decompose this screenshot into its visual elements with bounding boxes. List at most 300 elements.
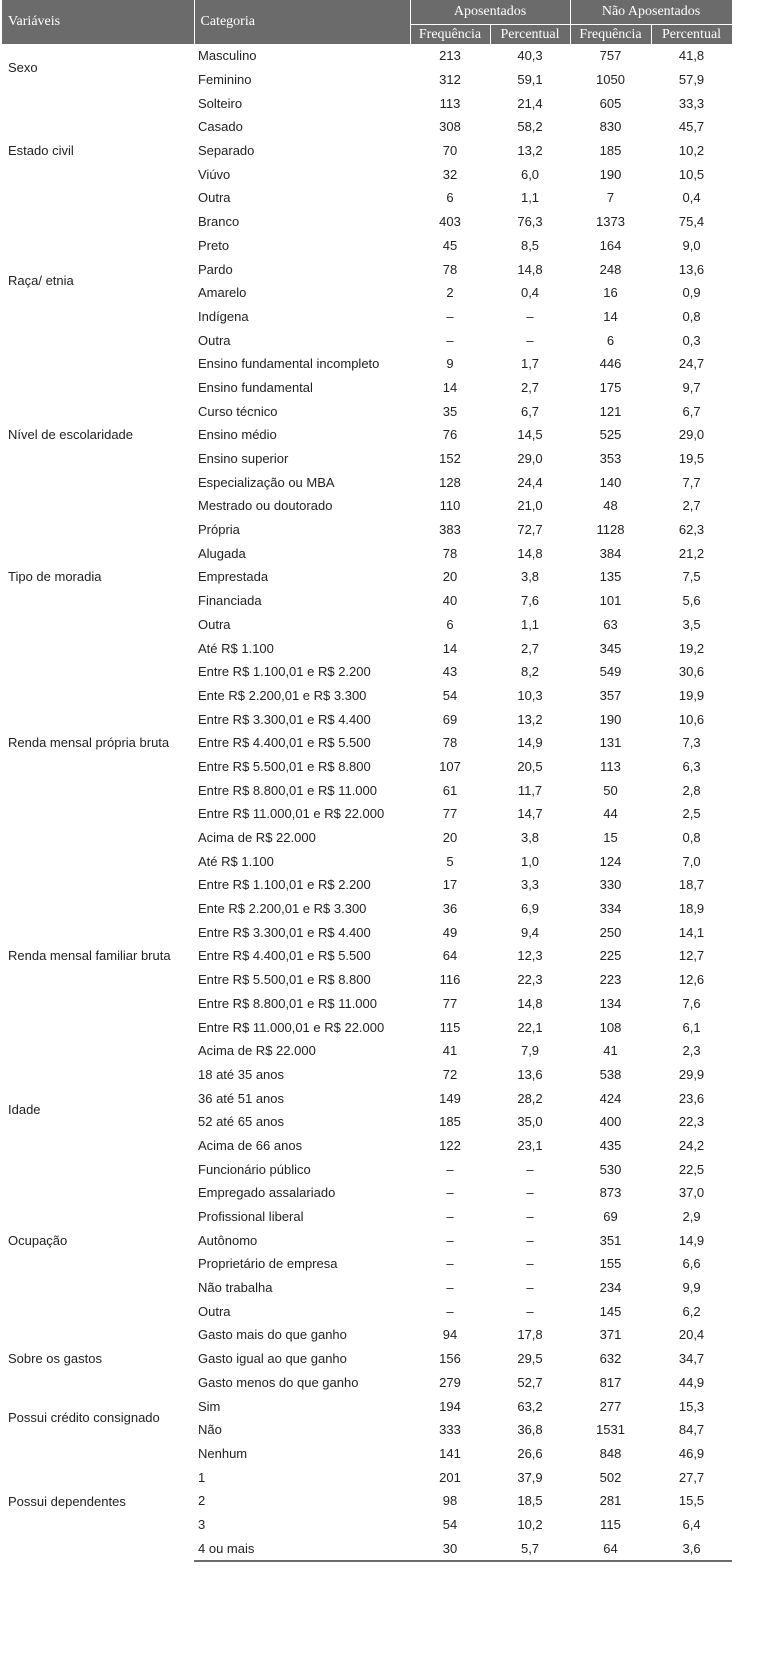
perc-nao-aposentados: 10,5: [678, 166, 705, 182]
perc-aposentados: 2,7: [520, 379, 540, 395]
freq-aposentados: 110: [439, 498, 461, 514]
perc-aposentados: 9,4: [520, 924, 540, 940]
category-cell: 52 até 65 anos: [198, 1114, 285, 1130]
perc-aposentados: 14,7: [517, 806, 543, 822]
category-cell: Proprietário de empresa: [198, 1256, 338, 1272]
perc-nao-aposentados: 10,6: [678, 711, 705, 727]
perc-nao-aposentados: 2,8: [682, 782, 701, 798]
perc-nao-aposentados: 23,6: [678, 1090, 705, 1106]
category-cell: Entre R$ 1.100,01 e R$ 2.200: [198, 877, 371, 893]
perc-aposentados: 35,0: [517, 1114, 543, 1130]
freq-aposentados: –: [446, 1161, 454, 1177]
freq-nao-aposentados: 50: [603, 782, 618, 798]
freq-aposentados: 32: [442, 166, 458, 182]
category-cell: Ente R$ 2.200,01 e R$ 3.300: [198, 901, 367, 917]
freq-aposentados: 149: [439, 1090, 461, 1106]
freq-nao-aposentados: 830: [599, 119, 622, 135]
variable-label: Sobre os gastos: [8, 1351, 102, 1367]
category-cell: 1: [198, 1469, 206, 1485]
freq-aposentados: 36: [442, 901, 458, 917]
freq-nao-aposentados: 351: [599, 1232, 622, 1248]
freq-nao-aposentados: 14: [603, 308, 618, 324]
freq-nao-aposentados: 248: [599, 261, 622, 277]
freq-nao-aposentados: 190: [599, 166, 622, 182]
category-cell: Nenhum: [198, 1445, 248, 1461]
freq-aposentados: 70: [442, 143, 458, 159]
freq-aposentados: 72: [442, 1066, 458, 1082]
perc-nao-aposentados: 7,3: [682, 735, 701, 751]
variable-label: Estado civil: [8, 143, 74, 159]
freq-nao-aposentados: 277: [599, 1398, 622, 1414]
perc-aposentados: 29,5: [517, 1351, 543, 1367]
freq-nao-aposentados: 632: [599, 1351, 622, 1367]
freq-aposentados: 194: [439, 1398, 461, 1414]
freq-nao-aposentados: 424: [599, 1090, 622, 1106]
perc-aposentados: 20,5: [517, 758, 543, 774]
perc-nao-aposentados: 6,2: [682, 1303, 701, 1319]
perc-nao-aposentados: 30,6: [678, 664, 705, 680]
perc-aposentados: 3,8: [520, 569, 540, 585]
freq-nao-aposentados: 400: [599, 1114, 622, 1130]
category-cell: 36 até 51 anos: [198, 1090, 285, 1106]
freq-aposentados: 107: [439, 758, 461, 774]
freq-nao-aposentados: 234: [599, 1280, 622, 1296]
category-cell: Entre R$ 11.000,01 e R$ 22.000: [198, 1019, 385, 1035]
perc-nao-aposentados: 24,2: [678, 1137, 705, 1153]
perc-aposentados: 63,2: [517, 1398, 543, 1414]
freq-nao-aposentados: 446: [599, 356, 622, 372]
perc-nao-aposentados: 84,7: [678, 1422, 705, 1438]
freq-aposentados: 77: [442, 806, 458, 822]
category-cell: Amarelo: [198, 285, 247, 301]
freq-nao-aposentados: 145: [599, 1303, 622, 1319]
category-cell: Empregado assalariado: [198, 1185, 336, 1201]
perc-nao-aposentados: 6,4: [682, 1516, 701, 1532]
perc-aposentados: 14,9: [517, 735, 543, 751]
category-cell: Entre R$ 4.400,01 e R$ 5.500: [198, 735, 371, 751]
perc-aposentados: 24,4: [517, 474, 543, 490]
header-frequencia: Frequência: [410, 25, 490, 45]
category-cell: Outra: [198, 616, 231, 632]
category-cell: Até R$ 1.100: [198, 640, 274, 656]
category-cell: Entre R$ 8.800,01 e R$ 11.000: [198, 995, 377, 1011]
perc-nao-aposentados: 21,2: [678, 545, 705, 561]
freq-nao-aposentados: 41: [603, 1043, 618, 1059]
variable-label: Renda mensal própria bruta: [8, 735, 170, 751]
perc-aposentados: 8,5: [520, 237, 540, 253]
category-cell: Entre R$ 5.500,01 e R$ 8.800: [198, 758, 371, 774]
perc-aposentados: –: [526, 1161, 534, 1177]
freq-nao-aposentados: 223: [599, 972, 622, 988]
freq-aposentados: 122: [439, 1137, 461, 1153]
freq-nao-aposentados: 1531: [596, 1422, 625, 1438]
perc-nao-aposentados: 44,9: [678, 1374, 705, 1390]
category-cell: Mestrado ou doutorado: [198, 498, 333, 514]
perc-nao-aposentados: 12,6: [678, 972, 705, 988]
perc-aposentados: 10,3: [517, 687, 543, 703]
perc-aposentados: 52,7: [517, 1374, 543, 1390]
freq-nao-aposentados: 108: [599, 1019, 622, 1035]
table-row: [2, 636, 732, 660]
perc-nao-aposentados: 2,5: [682, 806, 701, 822]
freq-aposentados: 76: [442, 427, 458, 443]
perc-nao-aposentados: 9,7: [682, 379, 701, 395]
perc-aposentados: 40,3: [517, 48, 543, 64]
perc-aposentados: 7,9: [520, 1043, 540, 1059]
freq-nao-aposentados: 16: [603, 285, 618, 301]
freq-nao-aposentados: 115: [600, 1516, 621, 1532]
perc-nao-aposentados: 10,2: [678, 143, 705, 159]
category-cell: Preto: [198, 237, 230, 253]
perc-nao-aposentados: 22,3: [678, 1114, 705, 1130]
variable-label: Possui crédito consignado: [8, 1410, 160, 1426]
perc-nao-aposentados: 19,2: [678, 640, 705, 656]
perc-aposentados: 8,2: [520, 664, 540, 680]
perc-aposentados: 13,2: [517, 143, 543, 159]
table-row: [2, 1157, 732, 1181]
freq-nao-aposentados: 164: [599, 237, 622, 253]
perc-nao-aposentados: 14,9: [678, 1232, 705, 1248]
category-cell: Outra: [198, 1303, 231, 1319]
perc-nao-aposentados: 18,7: [678, 877, 705, 893]
freq-aposentados: –: [446, 1185, 454, 1201]
freq-nao-aposentados: 7: [606, 190, 615, 206]
freq-nao-aposentados: 63: [603, 616, 618, 632]
perc-nao-aposentados: 0,9: [682, 285, 701, 301]
perc-aposentados: –: [526, 1303, 534, 1319]
freq-nao-aposentados: 101: [599, 593, 622, 609]
freq-aposentados: –: [446, 332, 454, 348]
category-cell: Pardo: [198, 261, 233, 277]
freq-nao-aposentados: 353: [599, 451, 622, 467]
perc-aposentados: 17,8: [517, 1327, 543, 1343]
freq-aposentados: 308: [439, 119, 461, 135]
freq-nao-aposentados: 605: [599, 95, 622, 111]
variable-label: Sexo: [8, 60, 38, 76]
perc-aposentados: 72,7: [517, 522, 543, 538]
freq-aposentados: 78: [442, 261, 458, 277]
perc-nao-aposentados: 2,7: [682, 498, 701, 514]
perc-aposentados: 5,7: [490, 1536, 570, 1561]
table-row: [2, 44, 732, 68]
table-row: [2, 518, 732, 542]
perc-nao-aposentados: 33,3: [678, 95, 705, 111]
freq-aposentados: 383: [439, 522, 461, 538]
perc-aposentados: 6,9: [520, 901, 540, 917]
freq-aposentados: 9: [446, 356, 454, 372]
category-cell: Acima de R$ 22.000: [198, 830, 316, 846]
perc-nao-aposentados: 6,6: [682, 1256, 701, 1272]
perc-nao-aposentados: 57,9: [678, 72, 705, 88]
freq-nao-aposentados: 1373: [596, 214, 625, 230]
category-cell: Acima de 66 anos: [198, 1137, 303, 1153]
freq-nao-aposentados: 371: [599, 1327, 622, 1343]
freq-aposentados: 41: [442, 1043, 458, 1059]
perc-aposentados: 1,1: [520, 616, 540, 632]
freq-nao-aposentados: 190: [599, 711, 622, 727]
perc-aposentados: 6,7: [520, 403, 540, 419]
freq-aposentados: –: [446, 1232, 454, 1248]
freq-nao-aposentados: 44: [603, 806, 618, 822]
perc-aposentados: 76,3: [517, 214, 543, 230]
freq-aposentados: 49: [442, 924, 458, 940]
perc-aposentados: 3,3: [520, 877, 540, 893]
category-cell: Entre R$ 4.400,01 e R$ 5.500: [198, 948, 371, 964]
freq-nao-aposentados: 345: [599, 640, 622, 656]
perc-aposentados: 14,8: [517, 995, 543, 1011]
perc-aposentados: 14,5: [517, 427, 543, 443]
freq-nao-aposentados: 134: [599, 995, 622, 1011]
freq-aposentados: 312: [439, 72, 461, 88]
freq-aposentados: 6: [446, 190, 454, 206]
category-cell: 2: [198, 1493, 206, 1509]
freq-aposentados: 40: [442, 593, 458, 609]
freq-aposentados: 20: [442, 569, 458, 585]
perc-aposentados: 22,3: [517, 972, 543, 988]
perc-aposentados: 21,4: [517, 95, 543, 111]
header-categoria: Categoria: [194, 0, 410, 44]
freq-nao-aposentados: 357: [599, 687, 622, 703]
header-aposentados: Aposentados: [410, 0, 570, 25]
perc-nao-aposentados: 6,3: [682, 758, 701, 774]
freq-nao-aposentados: 873: [599, 1185, 622, 1201]
perc-nao-aposentados: 2,3: [682, 1043, 701, 1059]
category-cell: Gasto igual ao que ganho: [198, 1351, 347, 1367]
freq-nao-aposentados: 124: [599, 853, 622, 869]
freq-aposentados: 30: [410, 1536, 490, 1561]
freq-aposentados: 403: [439, 214, 461, 230]
perc-nao-aposentados: 0,8: [682, 308, 701, 324]
category-cell: Autônomo: [198, 1232, 258, 1248]
variable-label: Ocupação: [8, 1232, 68, 1248]
header-percentual: Percentual: [651, 25, 732, 45]
header-nao-aposentados: Não Aposentados: [570, 0, 732, 25]
freq-nao-aposentados: 435: [599, 1137, 622, 1153]
perc-nao-aposentados: 41,8: [678, 48, 705, 64]
freq-aposentados: 185: [439, 1114, 461, 1130]
perc-aposentados: 14,8: [517, 261, 543, 277]
freq-aposentados: –: [446, 1256, 454, 1272]
perc-nao-aposentados: 6,1: [682, 1019, 701, 1035]
perc-aposentados: 36,8: [517, 1422, 543, 1438]
freq-aposentados: 113: [439, 95, 461, 111]
category-cell: Emprestada: [198, 569, 269, 585]
category-cell: Entre R$ 3.300,01 e R$ 4.400: [198, 924, 371, 940]
freq-aposentados: 69: [442, 711, 458, 727]
category-cell: Alugada: [198, 545, 246, 561]
perc-aposentados: 29,0: [517, 451, 543, 467]
freq-nao-aposentados: 121: [599, 403, 622, 419]
perc-nao-aposentados: 19,9: [678, 687, 705, 703]
freq-aposentados: 54: [442, 1516, 458, 1532]
freq-nao-aposentados: 131: [599, 735, 622, 751]
freq-nao-aposentados: 384: [599, 545, 622, 561]
perc-aposentados: –: [526, 1232, 534, 1248]
freq-nao-aposentados: 1050: [596, 72, 625, 88]
category-cell: Até R$ 1.100: [198, 853, 274, 869]
table-header: [2, 0, 732, 44]
freq-aposentados: 78: [442, 545, 458, 561]
freq-aposentados: 279: [439, 1374, 461, 1390]
perc-nao-aposentados: 5,6: [682, 593, 701, 609]
freq-nao-aposentados: 330: [599, 877, 622, 893]
perc-nao-aposentados: 20,4: [678, 1327, 705, 1343]
perc-aposentados: 59,1: [517, 72, 543, 88]
table-body: [2, 44, 732, 1561]
perc-aposentados: 12,3: [517, 948, 543, 964]
perc-aposentados: –: [526, 1256, 534, 1272]
table-row: [2, 210, 732, 234]
freq-aposentados: 45: [442, 237, 458, 253]
perc-nao-aposentados: 22,5: [678, 1161, 705, 1177]
freq-aposentados: –: [446, 1280, 454, 1296]
category-cell: Ensino superior: [198, 451, 289, 467]
table-row: [2, 1323, 732, 1347]
category-cell: Ensino médio: [198, 427, 277, 443]
freq-aposentados: 213: [439, 48, 461, 64]
perc-aposentados: 10,2: [517, 1516, 543, 1532]
freq-nao-aposentados: 250: [599, 924, 622, 940]
data-table: [2, 0, 733, 1562]
perc-nao-aposentados: 15,3: [678, 1398, 705, 1414]
category-cell: Não trabalha: [198, 1280, 273, 1296]
perc-nao-aposentados: 34,7: [678, 1351, 705, 1367]
perc-aposentados: 37,9: [517, 1469, 543, 1485]
freq-aposentados: 77: [442, 995, 458, 1011]
perc-nao-aposentados: 7,7: [682, 474, 701, 490]
perc-nao-aposentados: 19,5: [678, 451, 705, 467]
freq-aposentados: 54: [442, 687, 458, 703]
category-cell: Ensino fundamental: [198, 379, 313, 395]
perc-aposentados: 3,8: [520, 830, 540, 846]
category-cell: Entre R$ 8.800,01 e R$ 11.000: [198, 782, 377, 798]
perc-aposentados: 23,1: [517, 1137, 543, 1153]
perc-aposentados: 21,0: [517, 498, 543, 514]
variable-label: Tipo de moradia: [8, 569, 102, 585]
freq-nao-aposentados: 69: [603, 1209, 618, 1225]
perc-nao-aposentados: 9,9: [682, 1280, 701, 1296]
perc-nao-aposentados: 27,7: [678, 1469, 705, 1485]
perc-nao-aposentados: 62,3: [678, 522, 705, 538]
freq-aposentados: 94: [442, 1327, 458, 1343]
category-cell: Indígena: [198, 308, 249, 324]
freq-nao-aposentados: 6: [606, 332, 615, 348]
perc-nao-aposentados: 9,0: [682, 237, 701, 253]
perc-nao-aposentados: 37,0: [678, 1185, 705, 1201]
variable-label: Raça/ etnia: [8, 273, 74, 289]
header-frequencia: Frequência: [570, 25, 651, 45]
freq-aposentados: 116: [439, 972, 461, 988]
freq-aposentados: 78: [442, 735, 458, 751]
category-cell: Entre R$ 1.100,01 e R$ 2.200: [198, 664, 371, 680]
header-variaveis: Variáveis: [2, 0, 194, 44]
perc-aposentados: 26,6: [517, 1445, 543, 1461]
category-cell: Própria: [198, 522, 240, 538]
variable-label: Renda mensal familiar bruta: [8, 948, 171, 964]
perc-nao-aposentados: 75,4: [678, 214, 705, 230]
freq-aposentados: 17: [442, 877, 458, 893]
perc-aposentados: 18,5: [517, 1493, 543, 1509]
perc-aposentados: 0,4: [520, 285, 540, 301]
category-cell: Entre R$ 3.300,01 e R$ 4.400: [198, 711, 371, 727]
perc-aposentados: 14,8: [517, 545, 543, 561]
table-row: [2, 1394, 732, 1418]
category-cell: Profissional liberal: [198, 1209, 304, 1225]
freq-nao-aposentados: 334: [599, 901, 622, 917]
perc-aposentados: 1,7: [520, 356, 540, 372]
freq-aposentados: 333: [439, 1422, 461, 1438]
category-cell: Gasto menos do que ganho: [198, 1374, 359, 1390]
category-cell: Entre R$ 11.000,01 e R$ 22.000: [198, 806, 385, 822]
freq-aposentados: 43: [442, 664, 458, 680]
freq-aposentados: 115: [439, 1019, 461, 1035]
perc-aposentados: 2,7: [520, 640, 540, 656]
category-cell: Feminino: [198, 72, 252, 88]
freq-nao-aposentados: 530: [599, 1161, 622, 1177]
perc-aposentados: 11,7: [517, 782, 543, 798]
perc-nao-aposentados: 45,7: [678, 119, 705, 135]
freq-nao-aposentados: 15: [603, 830, 618, 846]
category-cell: Masculino: [198, 48, 257, 64]
category-cell: 4 ou mais: [194, 1536, 410, 1561]
perc-aposentados: 13,6: [517, 1066, 543, 1082]
perc-nao-aposentados: 7,6: [682, 995, 701, 1011]
table-row: [2, 1442, 732, 1466]
perc-nao-aposentados: 6,7: [682, 403, 701, 419]
perc-nao-aposentados: 24,7: [678, 356, 705, 372]
header-percentual: Percentual: [490, 25, 570, 45]
category-cell: Entre R$ 5.500,01 e R$ 8.800: [198, 972, 371, 988]
perc-nao-aposentados: 0,4: [682, 190, 701, 206]
freq-aposentados: –: [446, 1303, 454, 1319]
freq-nao-aposentados: 185: [599, 143, 622, 159]
freq-nao-aposentados: 848: [599, 1445, 622, 1461]
category-cell: 18 até 35 anos: [198, 1066, 285, 1082]
freq-aposentados: 64: [442, 948, 458, 964]
perc-aposentados: 22,1: [517, 1019, 543, 1035]
freq-nao-aposentados: 281: [599, 1493, 622, 1509]
category-cell: Casado: [198, 119, 243, 135]
perc-aposentados: 28,2: [517, 1090, 543, 1106]
perc-nao-aposentados: 7,0: [682, 853, 701, 869]
perc-nao-aposentados: 13,6: [678, 261, 705, 277]
freq-aposentados: 35: [442, 403, 458, 419]
variable-label: Possui dependentes: [8, 1493, 126, 1509]
freq-nao-aposentados: 140: [599, 474, 622, 490]
perc-nao-aposentados: 15,5: [678, 1493, 705, 1509]
table-row: [2, 91, 732, 115]
category-cell: Curso técnico: [198, 403, 278, 419]
freq-aposentados: 6: [446, 616, 454, 632]
perc-nao-aposentados: 3,6: [651, 1536, 732, 1561]
perc-nao-aposentados: 3,5: [682, 616, 701, 632]
perc-aposentados: –: [526, 332, 534, 348]
category-cell: Ente R$ 2.200,01 e R$ 3.300: [198, 687, 367, 703]
category-cell: Separado: [198, 143, 255, 159]
category-cell: Solteiro: [198, 95, 243, 111]
perc-nao-aposentados: 46,9: [678, 1445, 705, 1461]
category-cell: Funcionário público: [198, 1161, 311, 1177]
freq-nao-aposentados: 155: [599, 1256, 622, 1272]
perc-nao-aposentados: 12,7: [678, 948, 705, 964]
freq-aposentados: –: [446, 1209, 454, 1225]
perc-nao-aposentados: 2,9: [682, 1209, 701, 1225]
perc-aposentados: 13,2: [517, 711, 543, 727]
freq-aposentados: 2: [446, 285, 454, 301]
freq-nao-aposentados: 525: [599, 427, 622, 443]
category-cell: Ensino fundamental incompleto: [198, 356, 380, 372]
freq-nao-aposentados: 48: [603, 498, 618, 514]
